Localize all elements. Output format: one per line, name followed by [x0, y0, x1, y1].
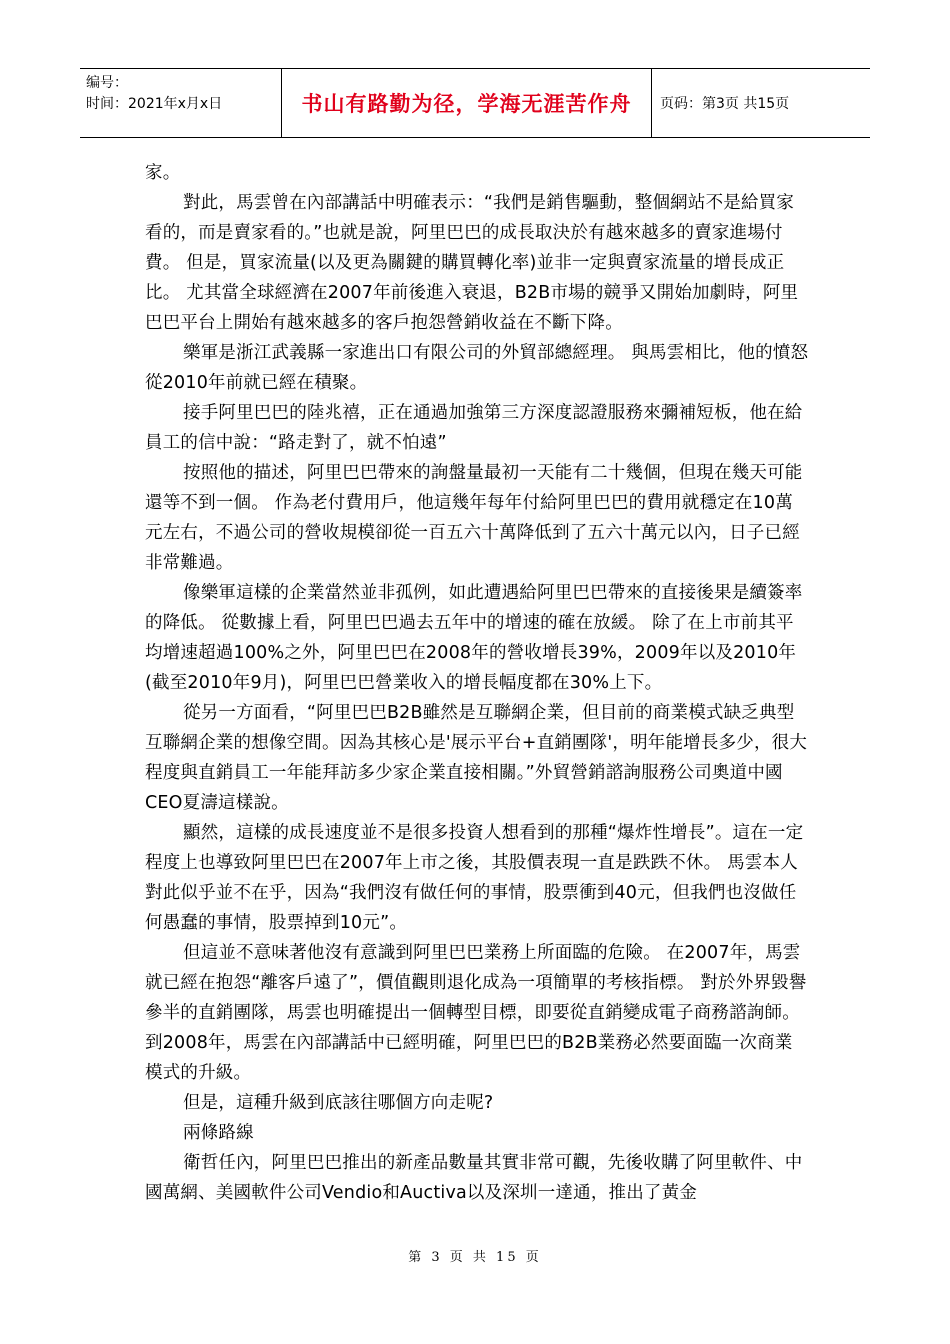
document-date-label: 时间：2021年x月x日	[86, 96, 223, 112]
document-body	[145, 158, 810, 1208]
paragraph: 但這並不意味著他沒有意識到阿里巴巴業務上所面臨的危險。 在2007年，馬雲就已經在抱怨“離客戶遠了”，價值觀則退化成為一項簡單的考核指標。 對於外界毀譽參半的直銷團隊，馬雲也明確提出一個轉型目標，即要從直銷變成電子商務諮詢師。 到2008年，馬雲在內部講話中已經明確，阿里巴巴的B2B業務必然要面臨一次商業模式的升級。	[145, 943, 807, 1083]
header-meta	[80, 69, 282, 137]
paragraph: 顯然，這樣的成長速度並不是很多投資人想看到的那種“爆炸性增長”。這在一定程度上也導致阿里巴巴在2007年上市之後，其股價表現一直是跌跌不休。 馬雲本人對此似乎並不在乎，因為“我們沒有做任何的事情，股票衝到40元，但我們也沒做任何愚蠢的事情，股票掉到10元”。	[145, 823, 804, 933]
header-page-info-cell	[652, 69, 870, 137]
paragraph: 家。	[145, 163, 181, 183]
paragraph: 衛哲任內，阿里巴巴推出的新產品數量其實非常可觀，先後收購了阿里軟件、中國萬網、美國軟件公司Vendio和Auctiva以及深圳一達通，推出了黃金	[145, 1153, 803, 1203]
header-motto: 书山有路勤为径，学海无涯苦作舟	[301, 92, 632, 116]
paragraph: 從另一方面看，“阿里巴巴B2B雖然是互聯網企業，但目前的商業模式缺乏典型互聯網企業的想像空間。因為其核心是'展示平台+直銷團隊'，明年能增長多少，很大程度與直銷員工一年能拜訪多少家企業直接相關。”外貿營銷諮詢服務公司奧道中國CEO夏濤這樣說。	[145, 703, 808, 813]
header-page-info: 页码：第3页 共15页	[660, 96, 790, 112]
paragraph: 按照他的描述，阿里巴巴帶來的詢盤量最初一天能有二十幾個，但現在幾天可能還等不到一個。 作為老付費用戶，他這幾年每年付給阿里巴巴的費用就穩定在10萬元左右，不過公司的營收規模卻從一百五六十萬降低到了五六十萬元以內，日子已經非常難過。	[145, 463, 803, 573]
page-footer: 第 3 页 共 15 页	[408, 1250, 542, 1265]
section-heading: 兩條路線	[183, 1123, 254, 1143]
paragraph: 接手阿里巴巴的陸兆禧，正在通過加強第三方深度認證服務來彌補短板，他在給員工的信中說：“路走對了，就不怕遠”	[145, 403, 803, 453]
paragraph: 樂軍是浙江武義縣一家進出口有限公司的外貿部總經理。 與馬雲相比，他的憤怒從2010年前就已經在積聚。	[145, 343, 809, 393]
paragraph: 但是，這種升級到底該往哪個方向走呢?	[183, 1093, 494, 1113]
page-header	[80, 68, 870, 138]
paragraph: 像樂軍這樣的企業當然並非孤例，如此遭遇給阿里巴巴帶來的直接後果是續簽率的降低。 從數據上看，阿里巴巴過去五年中的增速的確在放緩。 除了在上市前其平均增速超過100%之外，阿里巴巴在2008年的營收增長39%，2009年以及2010年(截至2010年9月)，阿里巴巴營業收入的增長幅度都在30%上下。	[145, 583, 803, 693]
header-motto-cell	[282, 69, 652, 137]
document-number-label: 编号：	[86, 75, 128, 91]
paragraph: 對此，馬雲曾在內部講話中明確表示：“我們是銷售驅動，整個網站不是給買家看的，而是賣家看的。”也就是說，阿里巴巴的成長取決於有越來越多的賣家進場付費。 但是，買家流量(以及更為關鍵的購買轉化率)並非一定與賣家流量的增長成正比。 尤其當全球經濟在2007年前後進入衰退，B2B市場的競爭又開始加劇時，阿里巴巴平台上開始有越來越多的客戶抱怨營銷收益在不斷下降。	[145, 193, 799, 333]
